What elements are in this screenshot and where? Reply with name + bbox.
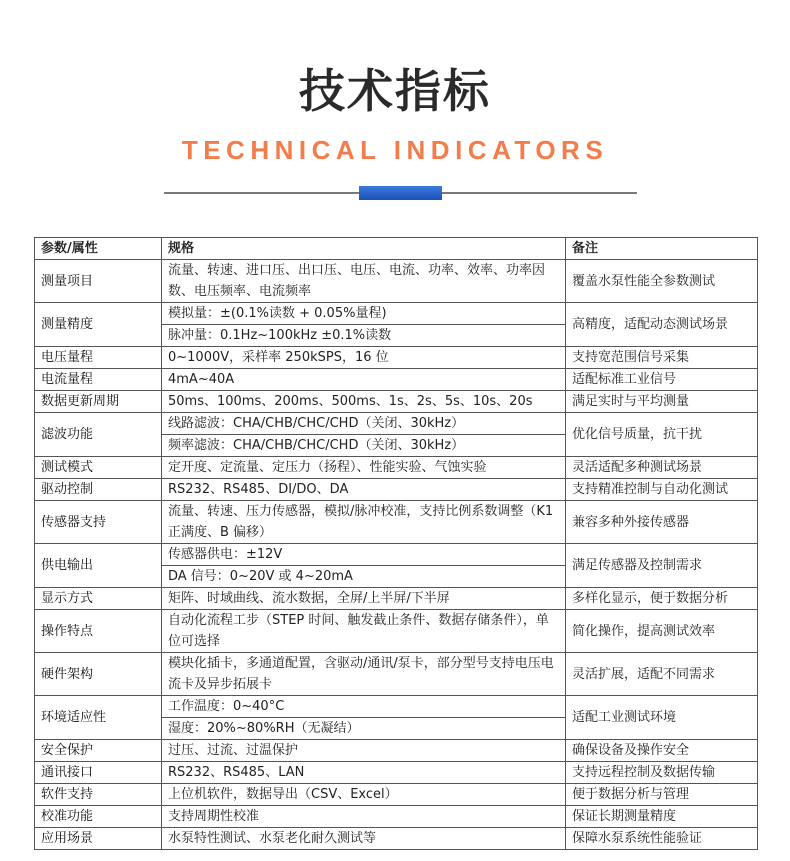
param-cell: 校准功能 (35, 806, 162, 828)
table-row (35, 806, 758, 828)
spec-cell: 4mA~40A (162, 369, 566, 391)
param-cell: 数据更新周期 (35, 391, 162, 413)
note-cell: 适配工业测试环境 (566, 696, 758, 740)
note-cell: 灵活适配多种测试场景 (566, 457, 758, 479)
param-cell: 滤波功能 (35, 413, 162, 457)
table-header-row (35, 238, 758, 260)
page-title: 技术指标 (299, 64, 491, 118)
param-cell: 通讯接口 (35, 762, 162, 784)
table-row (35, 610, 758, 653)
table-row (35, 303, 758, 325)
note-cell: 满足传感器及控制需求 (566, 544, 758, 588)
note-cell: 兼容多种外接传感器 (566, 501, 758, 544)
note-cell: 简化操作，提高测试效率 (566, 610, 758, 653)
param-cell: 电流量程 (35, 369, 162, 391)
spec-cell: RS232、RS485、LAN (162, 762, 566, 784)
column-header-param: 参数/属性 (35, 238, 162, 260)
table-row (35, 501, 758, 544)
spec-cell: 过压、过流、过温保护 (162, 740, 566, 762)
table-row (35, 696, 758, 718)
spec-cell: 流量、转速、压力传感器，模拟/脉冲校准，支持比例系数调整（K1正满度、B 偏移） (162, 501, 566, 544)
note-cell: 便于数据分析与管理 (566, 784, 758, 806)
table-row (35, 347, 758, 369)
note-cell: 保证长期测量精度 (566, 806, 758, 828)
param-cell: 测量项目 (35, 260, 162, 303)
table-row (35, 740, 758, 762)
note-cell: 满足实时与平均测量 (566, 391, 758, 413)
table-row (35, 828, 758, 850)
param-cell: 电压量程 (35, 347, 162, 369)
spec-cell: 支持周期性校准 (162, 806, 566, 828)
column-header-note: 备注 (566, 238, 758, 260)
note-cell: 支持精准控制与自动化测试 (566, 479, 758, 501)
table-row (35, 479, 758, 501)
param-cell: 测试模式 (35, 457, 162, 479)
spec-cell: 传感器供电：±12V (162, 544, 566, 566)
param-cell: 操作特点 (35, 610, 162, 653)
param-cell: 安全保护 (35, 740, 162, 762)
note-cell: 灵活扩展，适配不同需求 (566, 653, 758, 696)
table-row (35, 784, 758, 806)
spec-cell: 模块化插卡，多通道配置，含驱动/通讯/泵卡，部分型号支持电压电流卡及异步拓展卡 (162, 653, 566, 696)
param-cell: 传感器支持 (35, 501, 162, 544)
spec-cell: 50ms、100ms、200ms、500ms、1s、2s、5s、10s、20s (162, 391, 566, 413)
note-cell: 高精度，适配动态测试场景 (566, 303, 758, 347)
spec-cell: 线路滤波：CHA/CHB/CHC/CHD（关闭、30kHz） (162, 413, 566, 435)
spec-cell: 脉冲量：0.1Hz~100kHz ±0.1%读数 (162, 325, 566, 347)
param-cell: 测量精度 (35, 303, 162, 347)
note-cell: 支持宽范围信号采集 (566, 347, 758, 369)
spec-cell: 湿度：20%~80%RH（无凝结） (162, 718, 566, 740)
spec-table (34, 237, 758, 850)
table-row (35, 544, 758, 566)
note-cell: 确保设备及操作安全 (566, 740, 758, 762)
table-row (35, 260, 758, 303)
spec-cell: 上位机软件，数据导出（CSV、Excel） (162, 784, 566, 806)
spec-cell: 矩阵、时域曲线、流水数据，全屏/上半屏/下半屏 (162, 588, 566, 610)
table-row (35, 588, 758, 610)
page-subtitle: TECHNICAL INDICATORS (181, 135, 609, 165)
table-row (35, 457, 758, 479)
note-cell: 覆盖水泵性能全参数测试 (566, 260, 758, 303)
param-cell: 应用场景 (35, 828, 162, 850)
divider-accent-bar (359, 186, 442, 200)
param-cell: 环境适应性 (35, 696, 162, 740)
spec-cell: 流量、转速、进口压、出口压、电压、电流、功率、效率、功率因数、电压频率、电流频率 (162, 260, 566, 303)
note-cell: 多样化显示，便于数据分析 (566, 588, 758, 610)
spec-cell: 定开度、定流量、定压力（扬程）、性能实验、气蚀实验 (162, 457, 566, 479)
spec-cell: 水泵特性测试、水泵老化耐久测试等 (162, 828, 566, 850)
param-cell: 硬件架构 (35, 653, 162, 696)
table-row (35, 369, 758, 391)
spec-cell: 模拟量：±(0.1%读数 + 0.05%量程) (162, 303, 566, 325)
spec-cell: 0~1000V，采样率 250kSPS，16 位 (162, 347, 566, 369)
spec-cell: DA 信号：0~20V 或 4~20mA (162, 566, 566, 588)
param-cell: 软件支持 (35, 784, 162, 806)
param-cell: 显示方式 (35, 588, 162, 610)
table-row (35, 391, 758, 413)
table-row (35, 653, 758, 696)
note-cell: 适配标准工业信号 (566, 369, 758, 391)
column-header-spec: 规格 (162, 238, 566, 260)
spec-cell: RS232、RS485、DI/DO、DA (162, 479, 566, 501)
param-cell: 驱动控制 (35, 479, 162, 501)
spec-cell: 工作温度：0~40°C (162, 696, 566, 718)
spec-cell: 自动化流程工步（STEP 时间、触发截止条件、数据存储条件），单位可选择 (162, 610, 566, 653)
note-cell: 保障水泵系统性能验证 (566, 828, 758, 850)
table-row (35, 413, 758, 435)
param-cell: 供电输出 (35, 544, 162, 588)
note-cell: 优化信号质量，抗干扰 (566, 413, 758, 457)
table-row (35, 762, 758, 784)
note-cell: 支持远程控制及数据传输 (566, 762, 758, 784)
spec-cell: 频率滤波：CHA/CHB/CHC/CHD（关闭、30kHz） (162, 435, 566, 457)
